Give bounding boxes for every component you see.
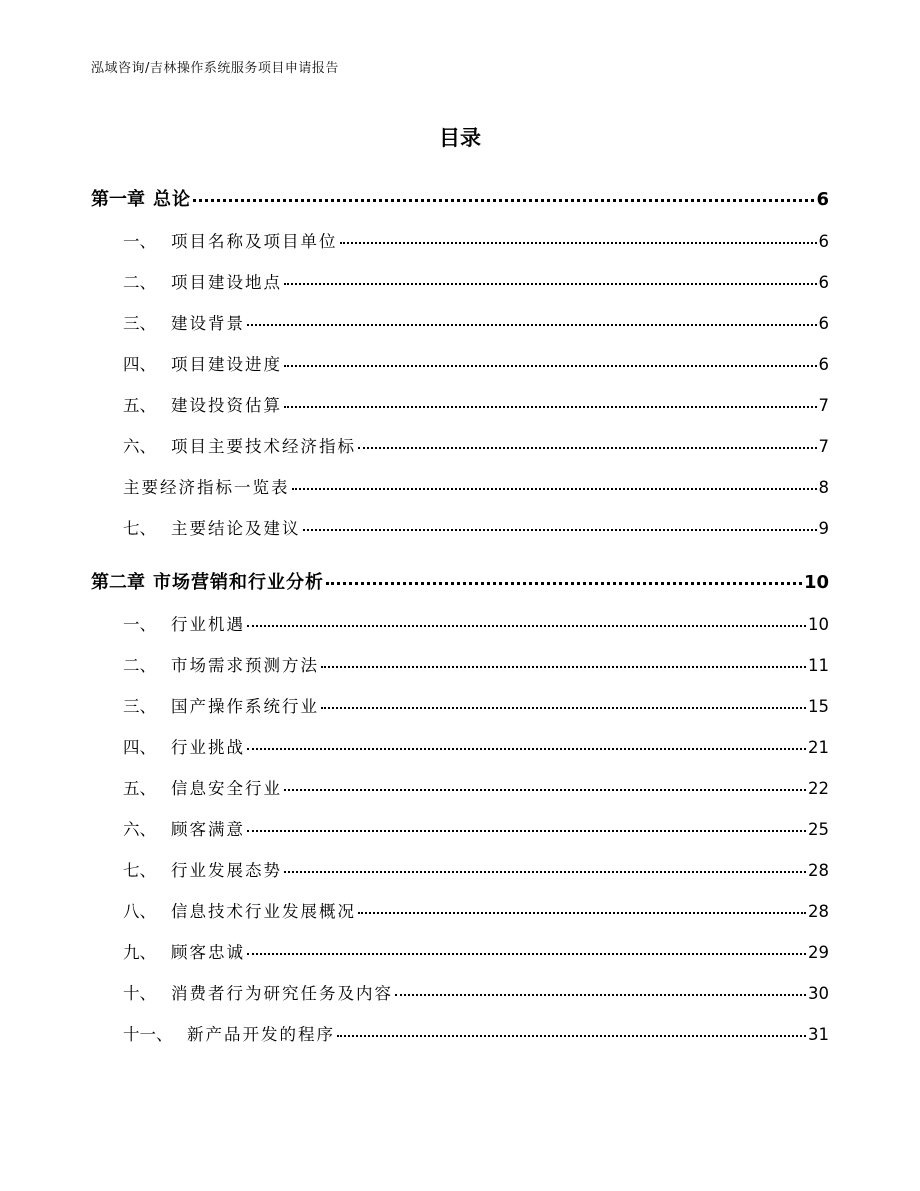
toc-entry-page: 25 — [808, 820, 829, 839]
toc-entry-page: 29 — [808, 943, 829, 962]
toc-entry-label: 市场需求预测方法 — [171, 656, 319, 675]
toc-leader-dots — [292, 488, 817, 490]
toc-entry-number: 六、 — [123, 437, 156, 456]
toc-leader-dots — [395, 994, 806, 996]
toc-entry-page: 9 — [818, 519, 829, 538]
toc-entry-number: 二、 — [123, 656, 156, 675]
toc-entry[interactable] — [91, 259, 829, 300]
toc-entry[interactable] — [91, 970, 829, 1011]
toc-entry-page: 6 — [818, 232, 829, 251]
toc-entry-page: 6 — [818, 314, 829, 333]
table-of-contents — [91, 178, 829, 1052]
toc-entry[interactable] — [91, 765, 829, 806]
toc-leader-dots — [358, 447, 817, 449]
toc-entry-number: 七、 — [123, 861, 156, 880]
toc-entry[interactable] — [91, 683, 829, 724]
toc-entry[interactable] — [91, 300, 829, 341]
toc-entry-number: 第一章 — [91, 189, 145, 210]
toc-entry-page: 6 — [816, 189, 829, 210]
toc-entry[interactable] — [91, 929, 829, 970]
toc-entry[interactable] — [91, 642, 829, 683]
toc-entry-label: 顾客忠诚 — [171, 943, 245, 962]
toc-leader-dots — [284, 365, 817, 367]
toc-entry-label: 国产操作系统行业 — [171, 697, 319, 716]
toc-entry-number: 十、 — [123, 984, 156, 1003]
toc-leader-dots — [284, 789, 806, 791]
toc-entry-number: 第二章 — [91, 572, 145, 593]
toc-entry-label: 项目名称及项目单位 — [171, 232, 338, 251]
toc-entry-label: 项目建设进度 — [171, 355, 282, 374]
toc-entry-page: 28 — [808, 902, 829, 921]
toc-entry-page: 21 — [808, 738, 829, 757]
toc-entry-label: 顾客满意 — [171, 820, 245, 839]
toc-entry-number: 十一、 — [123, 1025, 173, 1044]
toc-entry-label: 建设投资估算 — [171, 396, 282, 415]
toc-entry-number: 二、 — [123, 273, 156, 292]
toc-entry-page: 15 — [808, 697, 829, 716]
toc-leader-dots — [193, 199, 814, 202]
toc-entry[interactable] — [91, 505, 829, 546]
toc-entry-label: 新产品开发的程序 — [187, 1025, 335, 1044]
toc-leader-dots — [284, 406, 817, 408]
toc-entry-number: 三、 — [123, 697, 156, 716]
toc-entry-number: 四、 — [123, 355, 156, 374]
toc-leader-dots — [337, 1035, 806, 1037]
toc-entry[interactable] — [91, 464, 829, 505]
toc-entry-label: 主要结论及建议 — [171, 519, 301, 538]
toc-entry-label: 总论 — [153, 189, 191, 210]
toc-entry-number: 一、 — [123, 232, 156, 251]
toc-entry-page: 31 — [808, 1025, 829, 1044]
toc-leader-dots — [247, 324, 817, 326]
toc-entry[interactable] — [91, 601, 829, 642]
toc-leader-dots — [284, 871, 806, 873]
toc-entry-label: 项目主要技术经济指标 — [171, 437, 356, 456]
toc-leader-dots — [247, 625, 806, 627]
toc-entry[interactable] — [91, 888, 829, 929]
toc-entry[interactable] — [91, 1011, 829, 1052]
toc-entry-number: 五、 — [123, 779, 156, 798]
page-header: 泓域咨询/吉林操作系统服务项目申请报告 — [91, 61, 339, 76]
toc-entry-page: 28 — [808, 861, 829, 880]
toc-entry-label: 建设背景 — [171, 314, 245, 333]
toc-entry-number: 六、 — [123, 820, 156, 839]
toc-entry-label: 项目建设地点 — [171, 273, 282, 292]
toc-entry[interactable] — [91, 218, 829, 259]
toc-entry-page: 11 — [808, 656, 829, 675]
toc-entry-page: 30 — [808, 984, 829, 1003]
toc-entry-page: 6 — [818, 355, 829, 374]
toc-leader-dots — [358, 912, 806, 914]
toc-entry[interactable] — [91, 806, 829, 847]
toc-entry-page: 10 — [803, 572, 829, 593]
toc-entry-label: 主要经济指标一览表 — [123, 478, 290, 497]
toc-entry-page: 7 — [818, 396, 829, 415]
toc-leader-dots — [321, 707, 806, 709]
toc-entry-page: 7 — [818, 437, 829, 456]
toc-entry-chapter-2[interactable] — [91, 546, 829, 601]
toc-entry[interactable] — [91, 341, 829, 382]
toc-entry-label: 消费者行为研究任务及内容 — [171, 984, 393, 1003]
toc-entry-page: 22 — [808, 779, 829, 798]
toc-entry-number: 三、 — [123, 314, 156, 333]
toc-leader-dots — [340, 242, 817, 244]
toc-entry-number: 一、 — [123, 615, 156, 634]
toc-leader-dots — [326, 582, 802, 585]
toc-entry[interactable] — [91, 847, 829, 888]
toc-entry-number: 五、 — [123, 396, 156, 415]
toc-entry-label: 行业机遇 — [171, 615, 245, 634]
toc-leader-dots — [321, 666, 806, 668]
toc-entry-number: 八、 — [123, 902, 156, 921]
toc-entry-chapter-1[interactable] — [91, 178, 829, 218]
toc-entry-label: 行业挑战 — [171, 738, 245, 757]
toc-leader-dots — [303, 529, 817, 531]
toc-entry-number: 九、 — [123, 943, 156, 962]
toc-title: 目录 — [439, 126, 481, 150]
toc-entry[interactable] — [91, 423, 829, 464]
toc-entry-page: 8 — [818, 478, 829, 497]
toc-entry-label: 市场营销和行业分析 — [153, 572, 324, 593]
toc-entry[interactable] — [91, 382, 829, 423]
toc-leader-dots — [247, 953, 806, 955]
toc-leader-dots — [284, 283, 817, 285]
toc-entry-page: 6 — [818, 273, 829, 292]
toc-leader-dots — [247, 748, 806, 750]
toc-entry-label: 信息技术行业发展概况 — [171, 902, 356, 921]
toc-entry-label: 信息安全行业 — [171, 779, 282, 798]
toc-entry-page: 10 — [808, 615, 829, 634]
toc-entry-label: 行业发展态势 — [171, 861, 282, 880]
toc-entry-number: 七、 — [123, 519, 156, 538]
toc-entry-number: 四、 — [123, 738, 156, 757]
toc-leader-dots — [247, 830, 806, 832]
toc-entry[interactable] — [91, 724, 829, 765]
